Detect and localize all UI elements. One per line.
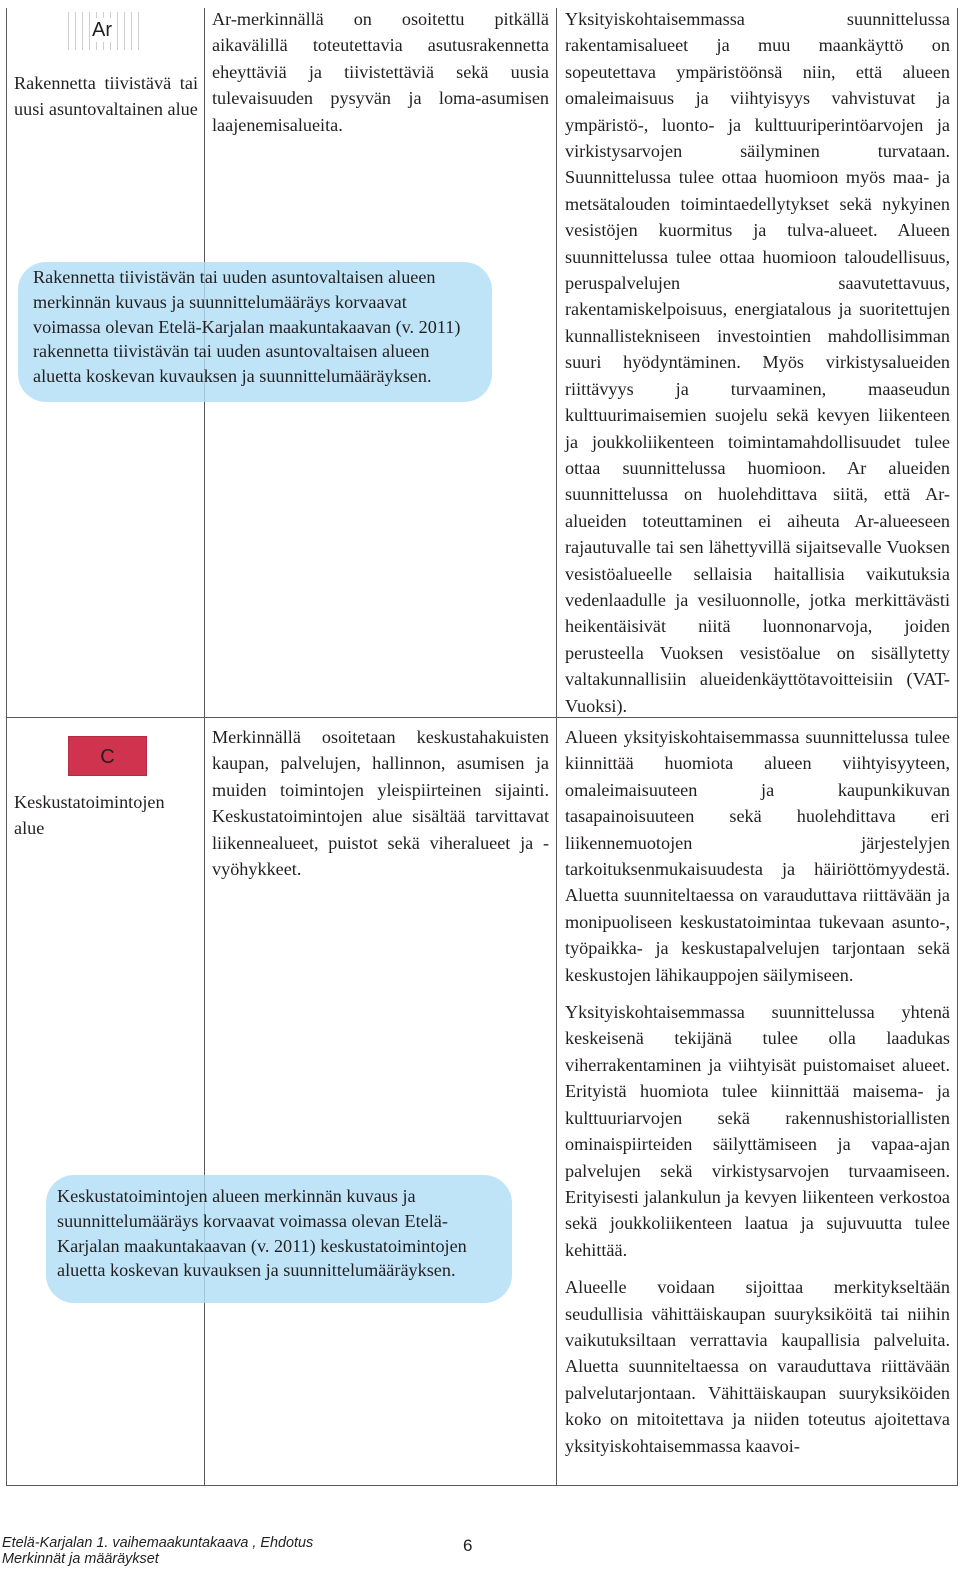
c-description: Merkinnällä osoitetaan keskustahakuisten kaupan, palvelujen, hallinnon, asumisen ja muiden toimintojen yleispiirteinen sijainti. Keskustatoimintojen alue sisältää tarvittavat liikennealueet, puistot sekä viheralueet ja -vyöhykkeet. [212,727,549,880]
table-bottom-border [6,1485,958,1486]
ar-symbol-label: Ar [92,19,112,41]
c-replacement-note: Keskustatoimintojen alueen merkinnän kuvaus ja suunnittelumääräys korvaavat voimassa olevan Etelä-Karjalan maakuntakaavan (v. 2011) keskustatoimintojen aluetta koskevan kuvauksen ja suunnittelumääräyksen. [46,1175,512,1303]
ar-replacement-note: Rakennetta tiivistävän tai uuden asuntovaltaisen alueen merkinnän kuvaus ja suunnittelumääräys korvaavat voimassa olevan Etelä-Karjalan maakuntakaavan (v. 2011) rakennetta tiivistävän tai uuden asuntovaltaisen alueen aluetta koskevan kuvauksen ja suunnittelumääräyksen. [18,262,492,402]
table-right-border [957,8,958,1486]
ar-regulations [565,6,950,719]
ar-description: Ar-merkinnällä on osoitettu pitkällä aikavälillä toteutettavia asutusrakennetta eheyttäviä ja tiivistettäviä sekä uusia tulevaisuuden pysyvän ja loma-asumisen laajenemisalueita. [212,9,549,135]
table-left-border [6,8,7,1486]
c-map-symbol: C [68,736,147,776]
footer-document-title: Etelä-Karjalan 1. vaihemaakuntakaava , Ehdotus [2,1535,314,1551]
ar-map-symbol [68,12,139,50]
c-regulation-paragraph-3: Alueelle voidaan sijoittaa merkitykseltään seudullisia vähittäiskaupan suuryksiköitä tai niihin vaikutuksiltaan verrattavia kaupallisia palveluita. Aluetta suunniteltaessa on varauduttava riittävään palvelutarjontaan. Vähittäiskaupan suuryksiköiden koko on mitoitettava ja niiden toteutus ajoitettava yksityiskohtaisemmassa kaavoi- [565,1277,950,1456]
page-number: 6 [463,1536,473,1555]
c-regulation-paragraph-2: Yksityiskohtaisemmassa suunnittelussa yhtenä keskeisenä tekijänä tulee olla laadukas viherrakentaminen ja viihtyisät puistomaiset alueet. Erityistä huomiota tulee kiinnittää maisema- ja kulttuuriarvojen sekä rakennushistoriallisten ominaispiirteiden säilyttämiseen ja vapaa-ajan palvelujen sekä virkistysarvojen turvaamiseen. Erityisesti jalankulun ja kevyen liikenteen verkostoa sekä joukkoliikenteen laatua ja sujuvuutta tulee kehittää. [565,1002,950,1260]
c-regulations [565,724,950,1469]
ar-area-name: Rakennetta tiivistävä tai uusi asuntovaltainen alue [14,73,198,120]
ar-regulation-paragraph: Yksityiskohtaisemmassa suunnittelussa rakentamisalueet ja muu maankäyttö on sopeutettava ympäristöönsä niin, että alueen omaleimaisuus ja viihtyisyys vahvistuvat ja ympäristö-, luonto- ja kulttuuriperintöarvojen ja virkistysarvojen säilyminen turvataan. Suunnittelussa tulee ottaa huomioon myös maa- ja metsätalouden toimintaedellytykset sekä nykyinen vesistöjen kuormitus ja tulva-alueet. Alueen suunnittelussa tulee ottaa huomioon taloudellisuus, peruspalvelujen saavutettavuus, rakentamiskelpoisuus, energiatalous ja suoritettujen kunnallistekniseen investointien mahdollisimman suuri hyödyntäminen. Myös virkistysalueiden riittävyys ja turvaaminen, maaseudun kulttuurimaisemien suojelu sekä kevyen liikenteen ja joukkoliikenteen toimintamahdollisuudet tulee ottaa suunnittelussa huomioon. Ar alueiden suunnittelussa on huolehdittava siitä, että Ar-alueiden toteuttaminen ei aiheuta Ar-alueeseen rajautuvalle tai sen lähettyvillä sijaitsevalle Vuoksen vesistöalueelle sellaisia haitallisia vaikutuksia vedenlaadulle ja vesiluonnolle, jotka merkittävästi heikentäisivät niitä luonnonarvoja, joiden perusteella Vuoksen vesistöalue on sisällytetty valtakunnallisiin alueidenkäyttötavoitteisiin (VAT-Vuoksi). [565,9,950,716]
c-regulation-paragraph-1: Alueen yksityiskohtaisemmassa suunnittelussa tulee kiinnittää huomiota alueen viihtyisyyteen, omaleimaisuuteen ja kaupunkikuvan tasapainoisuuteen sekä huolehdittava eri liikennemuotojen järjestelyjen tarkoituksenmukaisuudesta ja häiriöttömyydestä. Aluetta suunniteltaessa on varauduttava riittävään ja monipuoliseen keskustatoimintaa tukevaan asunto-, työpaikka- ja keskustapalvelujen tarjontaan sekä keskustojen lähikauppojen säilymiseen. [565,727,950,985]
c-area-name: Keskustatoimintojen alue [14,792,165,839]
footer-section-title: Merkinnät ja määräykset [2,1551,159,1567]
table-column-divider-2 [556,8,557,1486]
